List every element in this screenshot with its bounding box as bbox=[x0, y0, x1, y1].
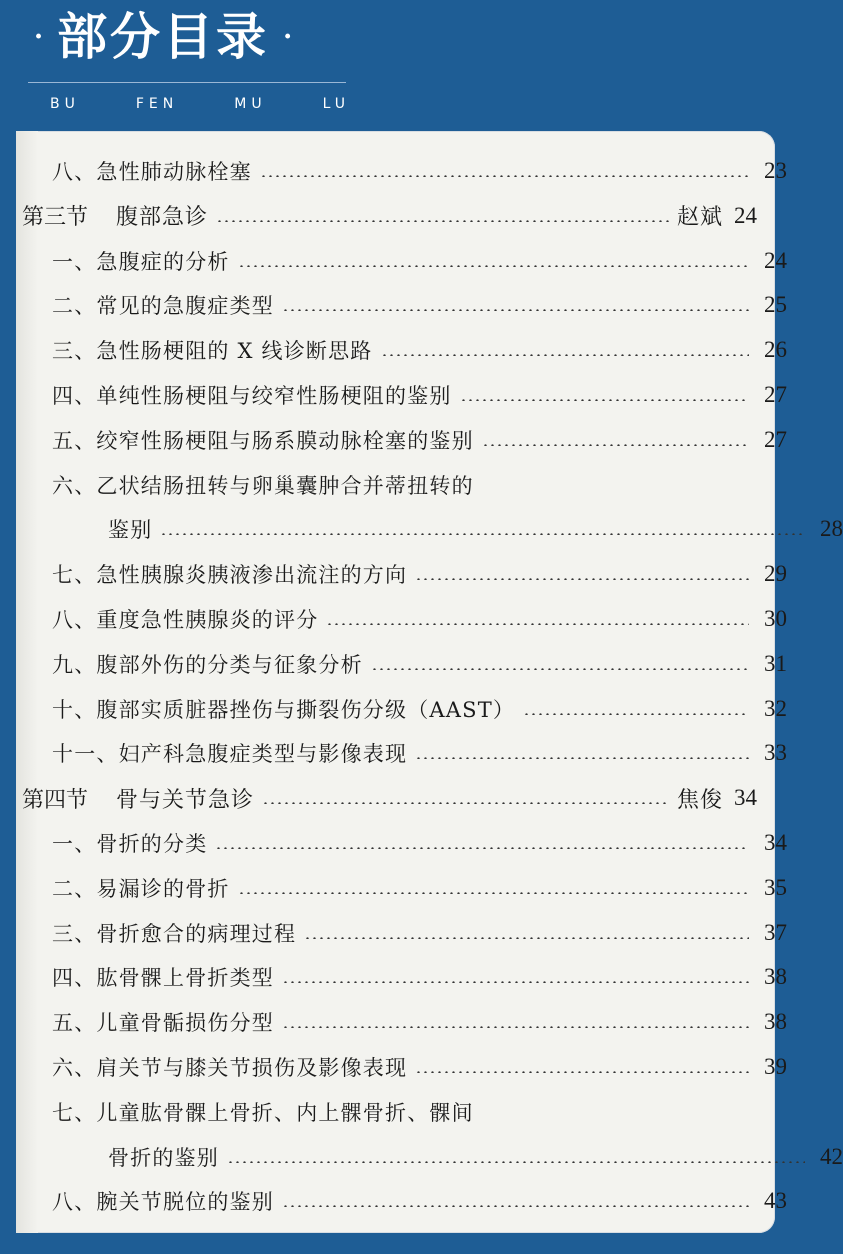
title-dot-left: · bbox=[34, 22, 44, 52]
dot-leader bbox=[523, 713, 749, 715]
page-number: 31 bbox=[764, 650, 787, 676]
page-number: 38 bbox=[764, 1009, 787, 1035]
page-number: 26 bbox=[764, 337, 787, 363]
toc-entry-row[interactable] bbox=[16, 1179, 787, 1223]
toc-entry-row[interactable] bbox=[16, 418, 787, 462]
entry-label: 十一、妇产科急腹症类型与影像表现 bbox=[52, 742, 408, 767]
entry-label: 三、骨折愈合的病理过程 bbox=[52, 921, 297, 946]
section-title: 腹部急诊 bbox=[116, 205, 209, 231]
dot-leader bbox=[482, 444, 749, 446]
section-number: 第四节 bbox=[22, 787, 89, 813]
toc-entry-row[interactable] bbox=[16, 283, 787, 327]
page-number: 38 bbox=[764, 964, 787, 990]
page-number: 34 bbox=[764, 830, 787, 855]
toc-entry-row[interactable] bbox=[16, 507, 843, 551]
dot-leader bbox=[282, 1026, 749, 1028]
dot-leader bbox=[381, 354, 750, 356]
toc-entry-row[interactable] bbox=[16, 328, 787, 372]
page-number: 29 bbox=[764, 561, 787, 587]
dot-leader bbox=[227, 1161, 805, 1163]
pinyin-subtitle bbox=[50, 96, 350, 112]
toc-entry-row[interactable] bbox=[16, 239, 787, 283]
page-number: 37 bbox=[764, 919, 787, 945]
dot-leader bbox=[282, 309, 749, 311]
dot-leader bbox=[238, 892, 749, 894]
entry-label: 七、急性胰腺炎胰液渗出流注的方向 bbox=[52, 563, 408, 588]
section-number: 第三节 bbox=[22, 205, 89, 231]
dot-leader bbox=[238, 265, 749, 267]
toc-entry-row[interactable] bbox=[16, 731, 787, 775]
pinyin-word: FEN bbox=[135, 96, 179, 112]
title-dot-right: · bbox=[283, 22, 293, 52]
toc-page bbox=[16, 131, 843, 1233]
toc-entry-row[interactable] bbox=[16, 866, 787, 910]
section-title: 骨与关节急诊 bbox=[116, 787, 255, 813]
toc-entry-row[interactable] bbox=[16, 373, 787, 417]
dot-leader bbox=[160, 533, 805, 535]
toc-entry-row[interactable] bbox=[16, 1090, 787, 1134]
toc-entry-row[interactable] bbox=[16, 1000, 787, 1044]
toc-entry-row[interactable] bbox=[16, 687, 787, 731]
dot-leader bbox=[415, 757, 749, 759]
entry-label: 十、腹部实质脏器挫伤与撕裂伤分级（AAST） bbox=[52, 697, 516, 722]
entry-label: 六、肩关节与膝关节损伤及影像表现 bbox=[52, 1056, 408, 1080]
entry-label: 三、急性肠梗阻的 X 线诊断思路 bbox=[52, 339, 373, 364]
page-number: 27 bbox=[764, 382, 787, 407]
header bbox=[0, 0, 790, 130]
page-number: 34 bbox=[734, 785, 757, 811]
page-number: 25 bbox=[764, 292, 787, 318]
section-author: 焦俊 bbox=[676, 787, 723, 813]
toc-entry-row[interactable] bbox=[16, 821, 787, 865]
page-number: 39 bbox=[764, 1054, 787, 1079]
page-number: 23 bbox=[764, 158, 787, 183]
entry-label: 二、易漏诊的骨折 bbox=[52, 876, 230, 901]
dot-leader bbox=[262, 802, 669, 804]
toc-section-row[interactable] bbox=[16, 776, 757, 820]
pinyin-word: MU bbox=[234, 96, 267, 112]
entry-label: 六、乙状结肠扭转与卵巢囊肿合并蒂扭转的 bbox=[52, 473, 474, 498]
entry-label: 一、急腹症的分析 bbox=[52, 249, 230, 274]
toc-entry-row[interactable] bbox=[16, 911, 787, 955]
page-number: 30 bbox=[764, 606, 787, 631]
entry-label-continued: 骨折的鉴别 bbox=[108, 1145, 219, 1170]
dot-leader bbox=[371, 668, 749, 670]
page-number: 24 bbox=[764, 247, 787, 273]
title-divider bbox=[28, 82, 346, 83]
page-number: 33 bbox=[764, 740, 787, 766]
entry-label: 五、绞窄性肠梗阻与肠系膜动脉栓塞的鉴别 bbox=[52, 428, 474, 453]
toc-entry-row[interactable] bbox=[16, 463, 787, 507]
dot-leader bbox=[216, 220, 669, 222]
dot-leader bbox=[282, 1205, 749, 1207]
entry-label: 七、儿童肱骨髁上骨折、内上髁骨折、髁间 bbox=[52, 1100, 474, 1125]
dot-leader bbox=[260, 175, 749, 177]
dot-leader bbox=[326, 623, 749, 625]
page-title: 部分目录 bbox=[57, 8, 270, 66]
page-number: 42 bbox=[820, 1143, 843, 1169]
dot-leader bbox=[282, 981, 749, 983]
toc-entry-row[interactable] bbox=[16, 597, 787, 641]
toc-entry-row[interactable] bbox=[16, 955, 787, 999]
pinyin-word: BU bbox=[50, 96, 80, 112]
dot-leader bbox=[415, 578, 749, 580]
page-number: 24 bbox=[734, 202, 757, 228]
toc-entry-row[interactable] bbox=[16, 149, 787, 193]
page-number: 43 bbox=[764, 1188, 787, 1214]
entry-label: 八、腕关节脱位的鉴别 bbox=[52, 1190, 274, 1215]
page-number: 28 bbox=[820, 516, 843, 542]
entry-label: 二、常见的急腹症类型 bbox=[52, 294, 274, 319]
title-row bbox=[20, 4, 350, 70]
entry-label: 九、腹部外伤的分类与征象分析 bbox=[52, 652, 363, 677]
page-number: 27 bbox=[764, 426, 787, 452]
dot-leader bbox=[304, 937, 749, 939]
toc-entry-row[interactable] bbox=[16, 1045, 787, 1089]
entry-label-continued: 鉴别 bbox=[108, 518, 153, 543]
section-author: 赵斌 bbox=[676, 205, 723, 231]
toc-entry-row[interactable] bbox=[16, 552, 787, 596]
entry-label: 五、儿童骨骺损伤分型 bbox=[52, 1011, 274, 1036]
dot-leader bbox=[415, 1071, 749, 1073]
entry-label: 四、单纯性肠梗阻与绞窄性肠梗阻的鉴别 bbox=[52, 384, 452, 408]
page-number: 35 bbox=[764, 874, 787, 900]
entry-label: 八、急性肺动脉栓塞 bbox=[52, 160, 252, 184]
entry-label: 八、重度急性胰腺炎的评分 bbox=[52, 608, 319, 632]
dot-leader bbox=[215, 847, 749, 849]
dot-leader bbox=[460, 399, 749, 401]
page-number: 32 bbox=[764, 695, 787, 721]
toc-entry-row[interactable] bbox=[16, 1135, 843, 1179]
pinyin-word: LU bbox=[322, 96, 350, 112]
toc-section-row[interactable] bbox=[16, 194, 757, 238]
toc-entry-row[interactable] bbox=[16, 642, 787, 686]
entry-label: 一、骨折的分类 bbox=[52, 832, 208, 856]
entry-label: 四、肱骨髁上骨折类型 bbox=[52, 966, 274, 991]
